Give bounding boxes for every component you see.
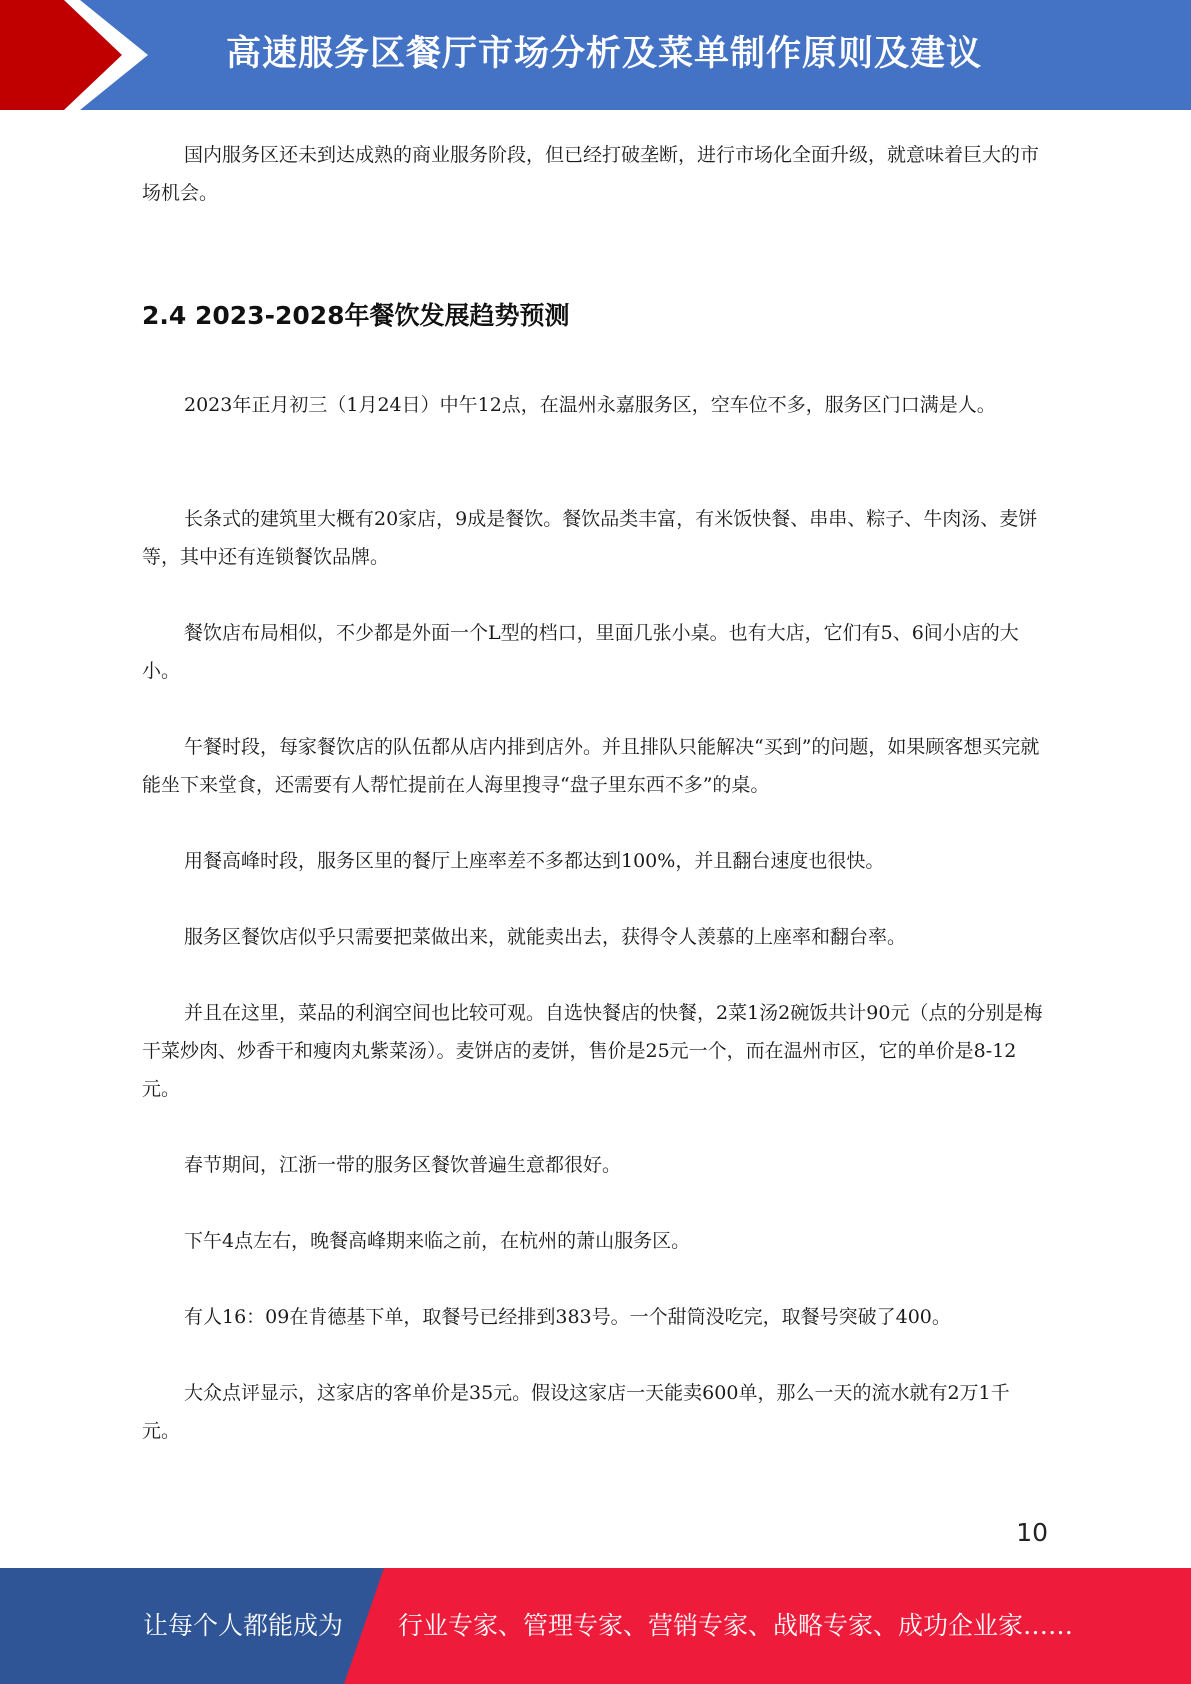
body-paragraph-3: 餐饮店布局相似，不少都是外面一个L型的档口，里面几张小桌。也有大店，它们有5、6间小店的大小。	[142, 622, 1019, 682]
body-paragraph-7: 并且在这里，菜品的利润空间也比较可观。自选快餐店的快餐，2菜1汤2碗饭共计90元（点的分别是梅干菜炒肉、炒香干和瘦肉丸紫菜汤）。麦饼店的麦饼，售价是25元一个，而在温州市区，它的单价是8-12元。	[142, 1002, 1043, 1100]
body-paragraph-9: 下午4点左右，晚餐高峰期来临之前，在杭州的萧山服务区。	[184, 1230, 691, 1252]
body-paragraph-10: 有人16：09在肯德基下单，取餐号已经排到383号。一个甜筒没吃完，取餐号突破了400。	[184, 1306, 951, 1328]
body-paragraph-8: 春节期间，江浙一带的服务区餐饮普遍生意都很好。	[184, 1154, 622, 1176]
body-paragraph-11: 大众点评显示，这家店的客单价是35元。假设这家店一天能卖600单，那么一天的流水就有2万1千元。	[142, 1382, 1010, 1442]
document-title: 高速服务区餐厅市场分析及菜单制作原则及建议	[226, 34, 983, 74]
page-footer	[0, 1568, 1191, 1684]
body-paragraph-1: 2023年正月初三（1月24日）中午12点，在温州永嘉服务区，空车位不多，服务区门口满是人。	[184, 394, 996, 416]
footer-slogan-right: 行业专家、管理专家、营销专家、战略专家、成功企业家……	[398, 1611, 1074, 1640]
header-chevron-decoration	[0, 0, 200, 110]
intro-paragraph: 国内服务区还未到达成熟的商业服务阶段，但已经打破垄断，进行市场化全面升级，就意味着巨大的市场机会。	[142, 144, 1040, 204]
body-paragraph-4: 午餐时段，每家餐饮店的队伍都从店内排到店外。并且排队只能解决“买到”的问题，如果顾客想买完就能坐下来堂食，还需要有人帮忙提前在人海里搜寻“盘子里东西不多”的桌。	[142, 736, 1040, 796]
section-heading: 2.4 2023-2028年餐饮发展趋势预测	[142, 301, 570, 330]
body-paragraph-6: 服务区餐饮店似乎只需要把菜做出来，就能卖出去，获得令人羡慕的上座率和翻台率。	[184, 926, 907, 948]
footer-slogan-left: 让每个人都能成为	[143, 1611, 344, 1640]
body-paragraph-5: 用餐高峰时段，服务区里的餐厅上座率差不多都达到100%，并且翻台速度也很快。	[184, 850, 885, 872]
page-number: 10	[1016, 1518, 1048, 1547]
page-header	[0, 0, 1191, 110]
body-paragraph-2: 长条式的建筑里大概有20家店，9成是餐饮。餐饮品类丰富，有米饭快餐、串串、粽子、牛肉汤、麦饼等，其中还有连锁餐饮品牌。	[142, 508, 1038, 568]
